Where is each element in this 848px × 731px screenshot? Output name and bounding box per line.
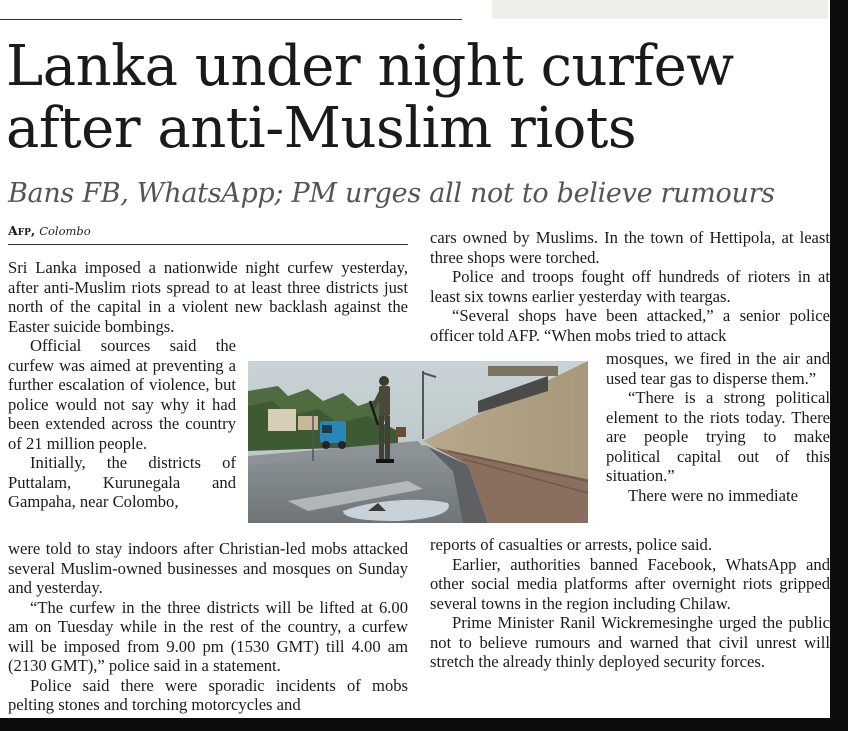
headline-line-1: Lanka under night curfew [6, 34, 734, 99]
scan-edge-bottom [0, 718, 848, 731]
paragraph-no-casualties-end: reports of casualties or arrests, police said. [430, 535, 712, 554]
paragraph-districts-end: were told to stay indoors after Christian-led mobs attacked several Muslim-owned businesses and mosques on Sunday and yesterday. [8, 539, 408, 597]
paragraph-prime-minister: Prime Minister Ranil Wickremesinghe urged the public not to believe rumours and warned that civil unrest will stretch the already thinly deployed security forces. [430, 613, 830, 671]
street-scene-image [248, 361, 588, 523]
paragraph-official-sources: Official sources said the curfew was aimed at preventing a further escalation of violence, but police would not say why it had been extended across the country of 21 million people. [8, 336, 236, 453]
paragraph-social-media-ban: Earlier, authorities banned Facebook, WhatsApp and other social media platforms after overnight riots gripped several towns in the region including Chilaw. [430, 554, 830, 613]
byline-city: Colombo [39, 224, 91, 238]
subheadline: Bans FB, WhatsApp; PM urges all not to believe rumours [8, 178, 775, 209]
paragraph-hettipola: cars owned by Muslims. In the town of Hettipola, at least three shops were torched. [430, 228, 830, 267]
paragraph-curfew-quote: “The curfew in the three districts will be lifted at 6.00 am on Tuesday while in the rest of the country, a curfew will be imposed from 9.00 pm (1530 GMT) till 4.00 am (2130 GMT),” police said in a statement. [8, 597, 408, 675]
byline [8, 223, 91, 239]
top-rule [0, 19, 462, 20]
byline-rule [8, 244, 408, 245]
scan-edge-right [830, 0, 848, 731]
paragraph-troops: Police and troops fought off hundreds of rioters in at least six towns earlier yesterday with teargas. [430, 267, 830, 306]
byline-agency: Afp, [8, 223, 36, 238]
paragraph-no-casualties-start: There were no immediate [628, 485, 799, 505]
column-1-wrap [8, 336, 236, 512]
column-2-wrap [606, 349, 830, 505]
paragraph-political-element: “There is a strong political element to the riots today. There are people trying to make political capital out of this situation.” [606, 388, 830, 485]
paragraph-mosques: mosques, we fired in the air and used tear gas to disperse them.” [606, 349, 830, 388]
paragraph-districts-start: Initially, the districts of Puttalam, Kurunegala and Gampaha, near Colombo, [8, 453, 236, 511]
paragraph-curfew-intro: Sri Lanka imposed a nationwide night curfew yesterday, after anti-Muslim riots spread to at least three districts just north of the capital in a violent new backlash against the Easter suicide bombings. [8, 258, 408, 336]
column-1-top [8, 258, 408, 336]
headline [6, 36, 828, 160]
news-photo [248, 361, 588, 523]
column-2-top [430, 228, 830, 345]
column-2-bottom [430, 535, 830, 672]
paragraph-shops-attacked: “Several shops have been attacked,” a senior police officer told AFP. “When mobs tried to attack [430, 306, 830, 345]
headline-line-2: after anti-Muslim riots [6, 96, 637, 161]
column-1-bottom [8, 539, 408, 715]
paragraph-sporadic-incidents: Police said there were sporadic incidents of mobs pelting stones and torching motorcycles and [8, 675, 408, 714]
top-shaded-box [492, 0, 828, 19]
